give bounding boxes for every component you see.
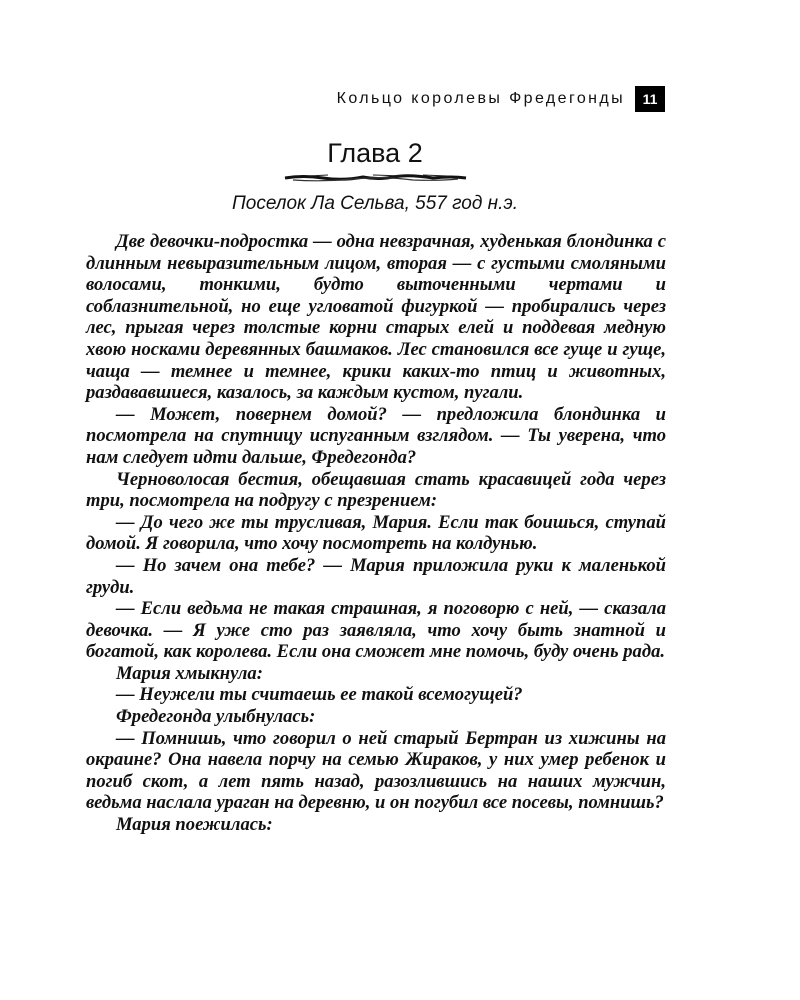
paragraph: Мария хмыкнула: <box>116 662 263 684</box>
paragraph: Черноволосая бестия, обещавшая стать красавицей года через три, посмотрела на подругу с презрением: <box>86 468 666 512</box>
body-text <box>86 231 666 836</box>
chapter-ornament <box>283 172 468 184</box>
paragraph: — Помнишь, что говорил о ней старый Бертран из хижины на окраине? Она навела порчу на семью Жираков, у них умер ребенок и погиб скот, а лет пять назад, разозлившись на наших мужчин, ведьма наслала ураган на деревню, и он погубил все посевы, помнишь? <box>86 727 666 814</box>
paragraph: Мария поежилась: <box>116 814 273 836</box>
paragraph: Две девочки-подростка — одна невзрачная, худенькая блондинка с длинным невыразительным лицом, вторая — с густыми смоляными волосами, тонкими, будто выточенными чертами и соблазнительной, но еще угловатой фигуркой — пробирались через лес, прыгая через толстые корни старых елей и поддевая медную хвою носками деревянных башмаков. Лес становился все гуще и гуще, чаща — темнее и темнее, крики каких-то птиц и животных, раздававшиеся, казалось, за каждым кустом, пугали. <box>86 231 666 404</box>
paragraph: — Но зачем она тебе? — Мария приложила руки к маленькой груди. <box>86 554 666 598</box>
paragraph: — До чего же ты трусливая, Мария. Если так боишься, ступай домой. Я говорила, что хочу посмотреть на колдунью. <box>86 511 666 555</box>
paragraph: — Неужели ты считаешь ее такой всемогущей? <box>116 684 523 706</box>
paragraph: Фредегонда улыбнулась: <box>116 706 316 728</box>
paragraph: — Если ведьма не такая страшная, я поговорю с ней, — сказала девочка. — Я уже сто раз заявляла, что хочу быть знатной и богатой, как королева. Если она сможет мне помочь, буду очень рада. <box>86 598 666 663</box>
page-number: 11 <box>635 86 665 112</box>
paragraph: — Может, повернем домой? — предложила блондинка и посмотрела на спутницу испуганным взглядом. — Ты уверена, что нам следует идти дальше, Фредегонда? <box>86 403 666 468</box>
chapter-title: Глава 2 <box>327 138 423 168</box>
chapter-subtitle: Поселок Ла Сельва, 557 год н.э. <box>231 193 518 214</box>
running-header <box>0 86 665 112</box>
running-title: Кольцо королевы Фредегонды <box>336 90 625 107</box>
